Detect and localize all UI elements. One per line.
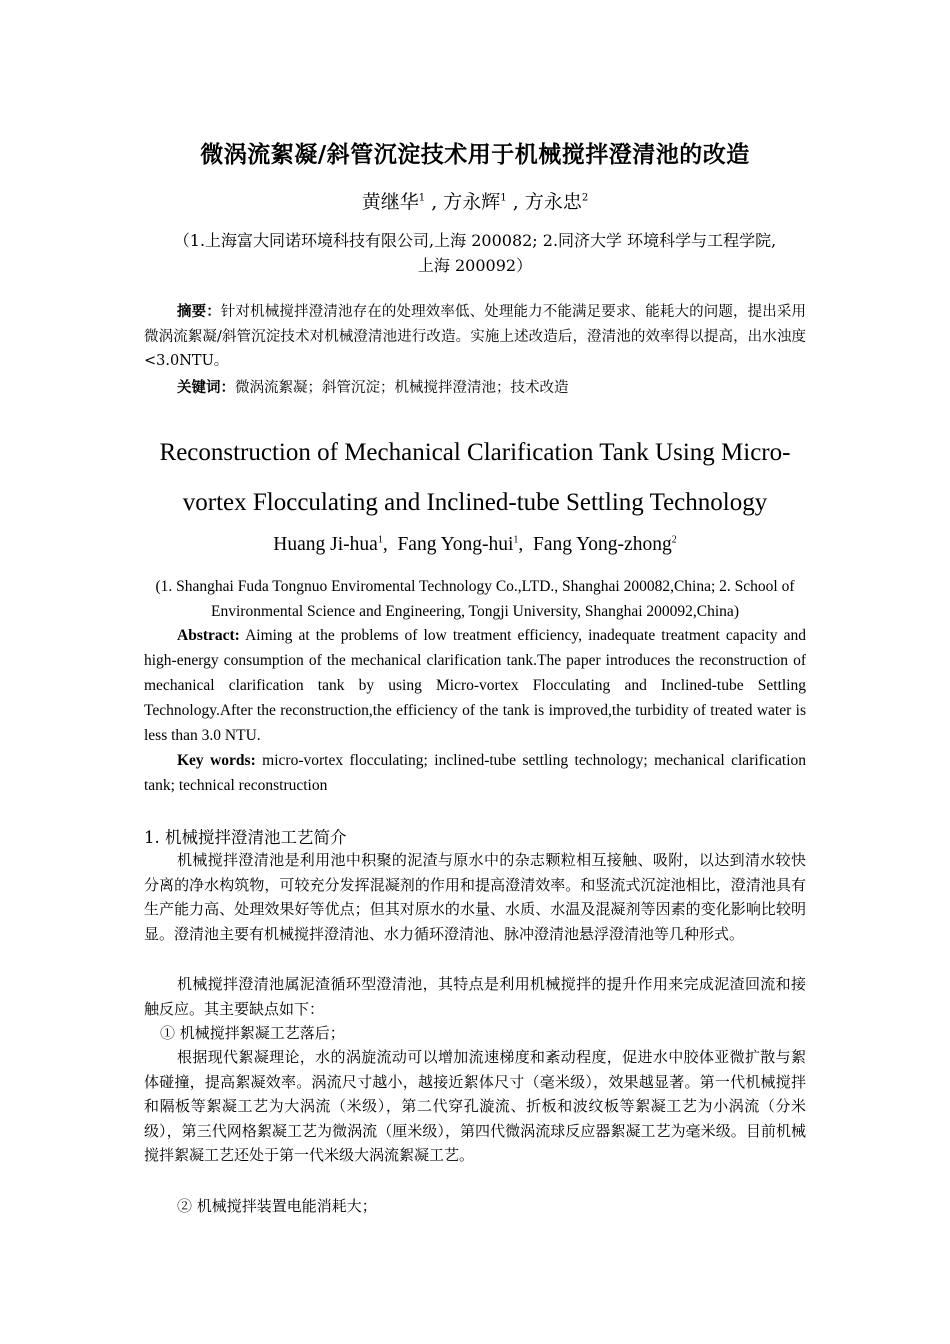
- chinese-title: 微涡流絮凝/斜管沉淀技术用于机械搅拌澄清池的改造: [200, 142, 750, 168]
- author-name: 方永忠: [524, 191, 582, 213]
- author-affiliation-mark: 1: [418, 192, 426, 204]
- author-affiliation-mark: 1: [377, 534, 383, 546]
- keywords-text: 微涡流絮凝；斜管沉淀；机械搅拌澄清池；技术改造: [235, 380, 569, 396]
- body-paragraph: 机械搅拌澄清池属泥渣循环型澄清池，其特点是利用机械搅拌的提升作用来完成泥渣回流和接触反应。其主要缺点如下：: [144, 975, 806, 1018]
- title-line: Reconstruction of Mechanical Clarification Tank Using Micro-: [159, 439, 791, 466]
- abstract-label: Abstract:: [177, 627, 240, 644]
- author-affiliation-mark: 2: [581, 192, 589, 204]
- abstract-label: 摘要：: [177, 303, 221, 320]
- author-affiliation-mark: 2: [671, 534, 677, 546]
- body-paragraph: 机械搅拌澄清池是利用池中积聚的泥渣与原水中的杂志颗粒相互接触、吸附，以达到清水较快分离的净水构筑物，可较充分发挥混凝剂的作用和提高澄清效率。和竖流式沉淀池相比，澄清池具有生产能力高、处理效果好等优点；但其对原水的水量、水质、水温及混凝剂等因素的变化影响比较明显。澄清池主要有机械搅拌澄清池、水力循环澄清池、脉冲澄清池悬浮澄清池等几种形式。: [144, 851, 806, 943]
- affiliation-line: 上海 200092）: [417, 256, 533, 275]
- chinese-affiliation: [100, 228, 850, 278]
- keywords-label: 关键词：: [177, 379, 235, 396]
- author-affiliation-mark: 1: [500, 192, 507, 204]
- body-paragraph: 根据现代絮凝理论，水的涡旋流动可以增加流速梯度和紊动程度，促进水中胶体亚微扩散与絮体碰撞，提高絮凝效率。涡流尺寸越小，越接近絮体尺寸（毫米级），效果越显著。第一代机械搅拌和隔板等絮凝工艺为大涡流（米级），第二代穿孔漩流、折板和波纹板等絮凝工艺为小涡流（分米级），第三代网格絮凝工艺为微涡流（厘米级），第四代微涡流球反应器絮凝工艺为毫米级。目前机械搅拌絮凝工艺还处于第一代米级大涡流絮凝工艺。: [144, 1048, 806, 1165]
- english-abstract: [144, 623, 806, 748]
- keywords-text: micro-vortex flocculating; inclined-tube settling technology; mechanical clarification tank; technical reconstruction: [144, 752, 806, 794]
- author-separator: ,: [506, 191, 525, 213]
- keywords-label: Key words:: [177, 752, 256, 769]
- author-separator: ,: [518, 534, 534, 555]
- english-affiliation: (1. Shanghai Fuda Tongnuo Enviromental Technology Co.,LTD., Shanghai 200082,China; 2. School of Environmental Science and Engineering, Tongji University, Shanghai 200092,China): [155, 578, 795, 620]
- author-name: Fang Yong-hui: [397, 534, 514, 555]
- list-item: ② 机械搅拌装置电能消耗大；: [177, 1197, 377, 1215]
- chinese-abstract: [144, 300, 806, 374]
- section-heading: 1. 机械搅拌澄清池工艺简介: [144, 828, 347, 847]
- chinese-author-list: [100, 187, 850, 214]
- author-name: 方永辉: [443, 191, 501, 213]
- author-name: Fang Yong-zhong: [533, 534, 672, 555]
- abstract-text: Aiming at the problems of low treatment efficiency, inadequate treatment capacity and high-energy consumption of the mechanical clarification tank.The paper introduces the reconstruction of mechanical clarification tank by using Micro-vortex Flocculating and Inclined-tube Settling Technology.After the reconstruction,the efficiency of the tank is improved,the turbidity of treated water is less than 3.0 NTU.: [144, 627, 806, 744]
- english-keywords: [144, 748, 806, 798]
- author-separator: ,: [425, 191, 444, 213]
- author-name: Huang Ji-hua: [273, 534, 378, 555]
- affiliation-line: （1.上海富大同诺环境科技有限公司,上海 200082; 2.同济大学 环境科学与工程学院,: [173, 231, 777, 250]
- author-name: 黄继华: [361, 191, 419, 213]
- author-affiliation-mark: 1: [513, 534, 519, 546]
- english-title: [100, 428, 850, 528]
- english-author-list: [100, 534, 850, 556]
- abstract-text: 针对机械搅拌澄清池存在的处理效率低、处理能力不能满足要求、能耗大的问题，提出采用微涡流絮凝/斜管沉淀技术对机械澄清池进行改造。实施上述改造后，澄清池的效率得以提高，出水浊度<3.0NTU。: [144, 304, 807, 369]
- title-line: vortex Flocculating and Inclined-tube Settling Technology: [182, 489, 768, 516]
- chinese-keywords: [144, 376, 806, 400]
- author-separator: ,: [382, 534, 398, 555]
- list-item: ① 机械搅拌絮凝工艺落后；: [160, 1024, 345, 1042]
